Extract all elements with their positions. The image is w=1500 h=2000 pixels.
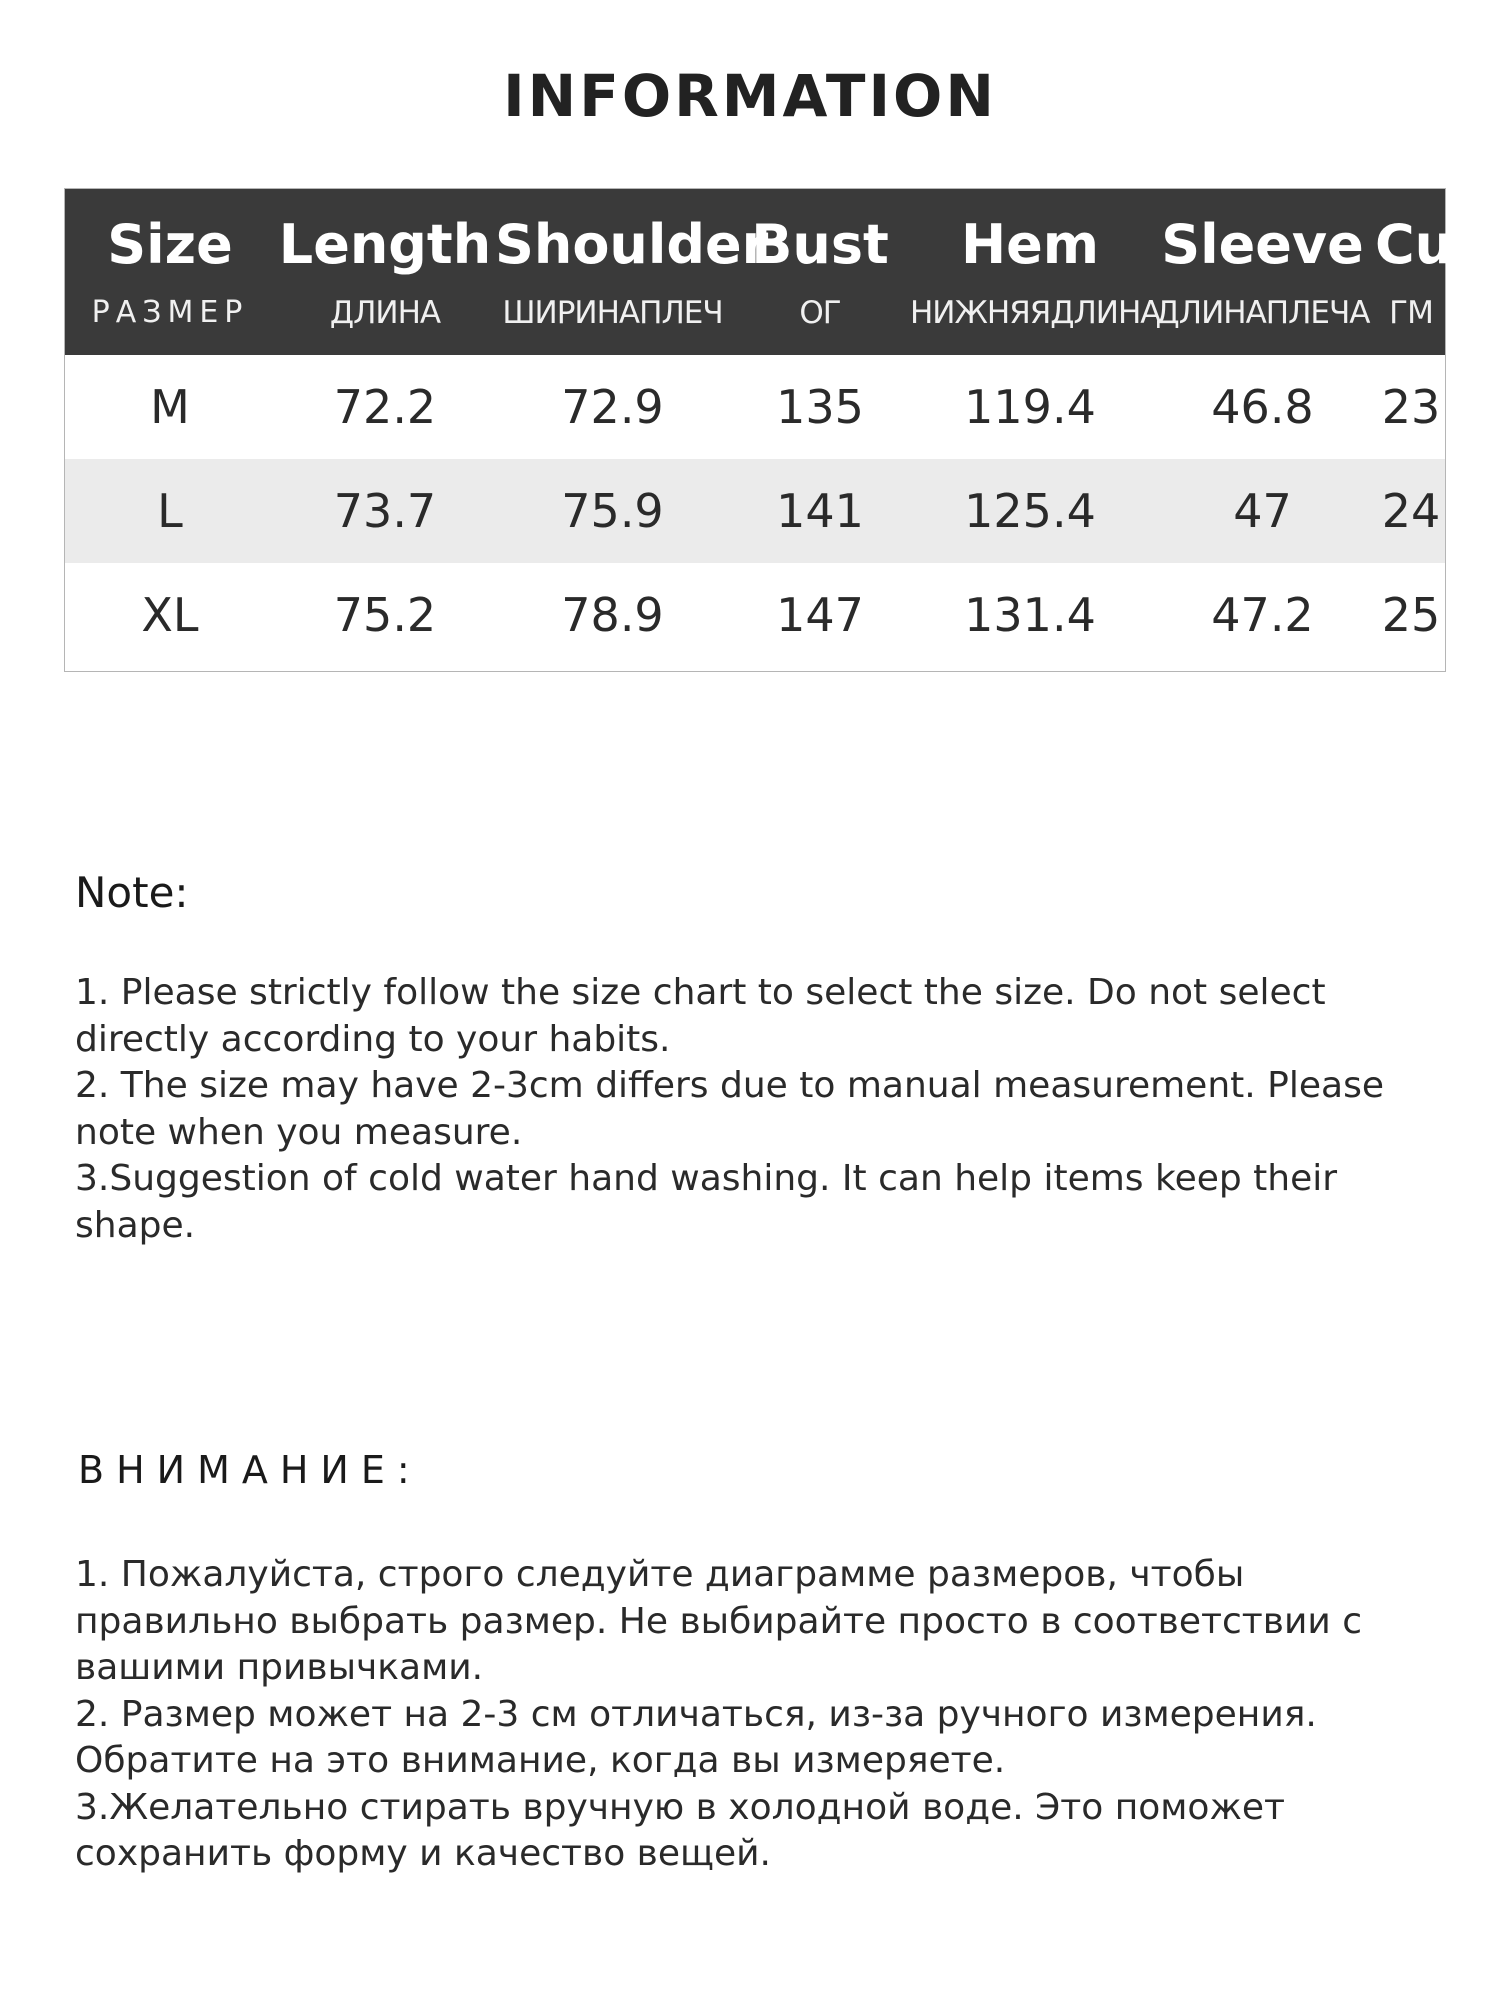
note-item: 1. Please strictly follow the size chart to select the size. Do not select directly according to your habits. (75, 972, 1326, 1060)
column-header-size (65, 189, 275, 355)
column-label-en: Bust (751, 213, 889, 276)
table-cell: 73.7 (333, 484, 437, 538)
table-row (65, 355, 1445, 459)
note-ru-heading: ВНИМАНИЕ: (78, 1448, 422, 1492)
column-header-hem (910, 189, 1161, 355)
table-cell: 78.9 (561, 588, 664, 642)
table-cell: 47 (1233, 484, 1292, 538)
column-label-en: Shoulder (495, 213, 769, 276)
table-cell: 47.2 (1211, 588, 1314, 642)
table-cell: 24 (1381, 484, 1441, 538)
column-label-ru: ДЛИНА (329, 295, 441, 331)
column-label-en: Cuff (1375, 213, 1497, 276)
column-header-shoulder (495, 189, 769, 355)
table-cell: 147 (776, 588, 864, 642)
note-ru-item: 2. Размер может на 2-3 см отличаться, из-за ручного измерения. Обратите на это внимание, когда вы измеряете. (75, 1693, 1317, 1781)
table-cell: 23 (1381, 380, 1441, 434)
column-label-ru: НИЖНЯЯДЛИНА (910, 295, 1161, 331)
table-cell: 72.2 (333, 380, 437, 434)
table-cell: L (157, 484, 183, 538)
table-header (65, 189, 1497, 355)
column-label-en: Size (107, 213, 233, 276)
table-row (65, 563, 1445, 667)
table-cell: 72.9 (561, 380, 664, 434)
column-header-sleeve (1150, 189, 1375, 355)
note-ru-item: 1. Пожалуйста, строго следуйте диаграмме размеров, чтобы правильно выбрать размер. Не выбирайте просто в соответствии с вашими привычками. (75, 1554, 1363, 1688)
column-label-ru: ДЛИНАПЛЕЧА (1155, 295, 1370, 331)
size-chart-table (64, 188, 1497, 672)
table-cell: 75.2 (333, 588, 437, 642)
table-cell: 141 (776, 484, 864, 538)
column-label-ru: ОГ (799, 295, 841, 331)
column-label-en: Length (278, 213, 492, 276)
table-cell: 125.4 (964, 484, 1096, 538)
table-cell: M (150, 380, 190, 434)
table-cell: 25 (1381, 588, 1441, 642)
column-label-ru: ГМ (1389, 295, 1433, 331)
table-cell: 135 (776, 380, 864, 434)
column-header-cuff (1375, 189, 1497, 355)
column-label-en: Hem (960, 213, 1100, 276)
note-ru-list (75, 1552, 1420, 1878)
table-cell: XL (141, 588, 199, 642)
note-item: 2. The size may have 2-3cm differs due to manual measurement. Please note when you measure. (75, 1065, 1384, 1153)
note-list (75, 970, 1420, 1249)
note-ru-item: 3.Желательно стирать вручную в холодной воде. Это поможет сохранить форму и качество вещей. (75, 1786, 1285, 1874)
column-header-length (275, 189, 495, 355)
page-title: INFORMATION (503, 62, 997, 130)
column-label-en: Sleeve (1161, 213, 1364, 276)
note-item: 3.Suggestion of cold water hand washing. It can help items keep their shape. (75, 1158, 1338, 1246)
table-cell: 131.4 (964, 588, 1096, 642)
column-label-ru: ШИРИНАПЛЕЧ (502, 295, 723, 331)
table-cell: 119.4 (964, 380, 1096, 434)
table-row (65, 459, 1445, 563)
column-header-bust (730, 189, 910, 355)
note-heading: Note: (75, 868, 189, 917)
table-cell: 46.8 (1211, 380, 1314, 434)
column-label-ru: РАЗМЕР (91, 295, 249, 330)
table-cell: 75.9 (561, 484, 664, 538)
